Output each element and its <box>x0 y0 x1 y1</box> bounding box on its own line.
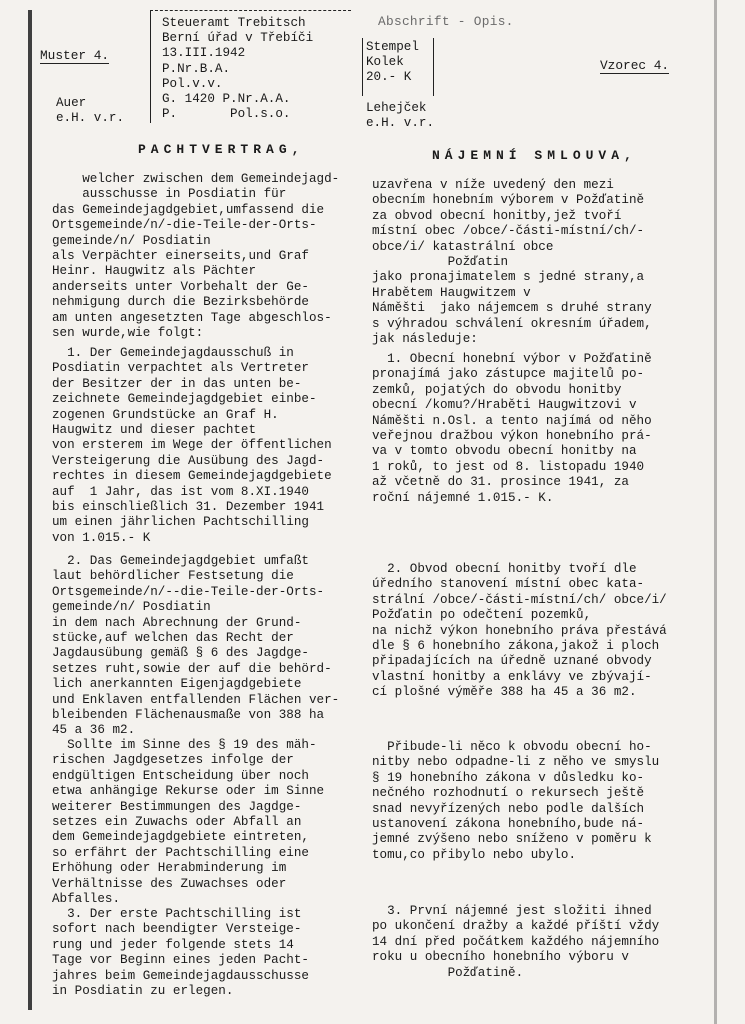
text-line: jemné zvýšeno nebo sníženo v poměru k <box>372 832 652 847</box>
text-line: welcher zwischen dem Gemeindejagd- <box>52 172 340 186</box>
text-line: in Posdiatin zu erlegen. <box>52 984 234 999</box>
text-line: Heinr. Haugwitz als Pächter <box>52 264 257 279</box>
text-line: ustanovení zákona honebního,bude ná- <box>372 817 645 832</box>
text-line: in dem nach Abrechnung der Grund- <box>52 615 302 630</box>
text-line: Náměšti jako nájemcem s druhé strany <box>372 301 652 316</box>
stamp-line: P.Nr.B.A. <box>162 61 231 76</box>
auer-line-1: Auer <box>56 96 87 110</box>
text-line: Ortsgemeinde/n/-die-Teile-der-Orts- <box>52 218 317 233</box>
stamp-line: G. 1420 P.Nr.A.A. <box>162 92 291 107</box>
text-line: Abfalles. <box>52 892 121 907</box>
text-line: Jagdausübung gemäß § 6 des Jagdge- <box>52 646 309 661</box>
text-line: 2. Obvod obecní honitby tvoří dle <box>372 562 637 576</box>
text-line: veřejnou dražbou výkon honebního prá- <box>372 429 652 444</box>
text-line: setzes ein Zuwachs oder Abfall an <box>52 815 302 830</box>
text-line: gemeinde/n/ Posdiatin <box>52 600 211 615</box>
text-line: pronajímá jako zástupce majitelů po- <box>372 367 645 382</box>
text-line: rung und jeder folgende stets 14 <box>52 937 294 952</box>
text-line: na nichž výkon honebního práva přestává <box>372 623 667 638</box>
left-paragraph-2 <box>52 554 370 739</box>
text-line: nehmigung durch die Bezirksbehörde <box>52 295 309 310</box>
text-line: 3. Der erste Pachtschilling ist <box>52 907 302 921</box>
stamp-line: P. Pol.s.o. <box>162 107 291 122</box>
text-line: vlastní honitby a enklávy ve zbývají- <box>372 669 652 684</box>
right-paragraph-2b <box>372 740 702 863</box>
najemni-smlouva-title: NÁJEMNÍ SMLOUVA, <box>432 148 637 163</box>
text-line: laut behördlicher Festsetung die <box>52 569 294 584</box>
text-line: zeichnete Gemeindejagdgebiet einbe- <box>52 392 317 407</box>
text-line: cí plošné výměře 388 ha 45 a 36 m2. <box>372 685 637 700</box>
left-binding-bar <box>28 10 32 1010</box>
text-line: 2. Das Gemeindejagdgebiet umfaßt <box>52 554 309 568</box>
text-line: weiterer Bestimmungen des Jagdge- <box>52 799 302 814</box>
left-intro <box>52 172 370 341</box>
text-line: po ukončení dražby a každé příští vždy <box>372 919 660 934</box>
text-line: nečného rozhodnutí o rekursech ještě <box>372 786 645 801</box>
muster-label: Muster 4. <box>40 48 110 63</box>
left-paragraph-3 <box>52 907 370 999</box>
text-line: až včetně do 31. prosince 1941, za <box>372 475 629 490</box>
text-line: Přibude-li něco k obvodu obecní ho- <box>372 740 652 754</box>
text-line: auf 1 Jahr, das ist vom 8.XI.1940 <box>52 484 309 499</box>
text-line: 1 roků, to jest od 8. listopadu 1940 <box>372 459 645 474</box>
right-paragraph-2 <box>372 562 702 701</box>
text-line: jako pronajimatelem s jedné strany,a <box>372 270 645 285</box>
right-paragraph-3 <box>372 904 702 981</box>
text-line: als Verpächter einerseits,und Graf <box>52 249 309 264</box>
text-line: Hrabětem Haugwitzem v <box>372 285 531 300</box>
text-line: endgültigen Entscheidung über noch <box>52 768 309 783</box>
text-line: sen wurde,wie folgt: <box>52 326 204 341</box>
text-line: 3. První nájemné jest složiti ihned <box>372 904 652 918</box>
text-line: Ortsgemeinde/n/--die-Teile-der-Orts- <box>52 584 325 599</box>
text-line: 1. Der Gemeindejagdausschuß in <box>52 346 294 360</box>
text-line: Erhöhung oder Herabminderung im <box>52 861 287 876</box>
text-line: bis einschließlich 31. Dezember 1941 <box>52 500 325 515</box>
text-line: roční nájemné 1.015.- K. <box>372 490 554 505</box>
stamp-line: Berní úřad v Třebíči <box>162 31 314 46</box>
stempel-line: Kolek <box>366 55 404 70</box>
text-line: Náměšti n.Osl. a tento najímá od něho <box>372 413 652 428</box>
left-paragraph-2b <box>52 738 370 907</box>
auer-line-2: e.H. v.r. <box>56 111 125 125</box>
text-line: der Besitzer der in das unten be- <box>52 376 302 391</box>
text-line: tomu,co přibylo nebo ubylo. <box>372 847 577 862</box>
text-line: zemků, pojatých do obvodu honitby <box>372 382 622 397</box>
stamp-line: Steueramt Trebitsch <box>162 16 306 30</box>
text-line: Sollte im Sinne des § 19 des mäh- <box>52 738 317 752</box>
text-line: sofort nach beendigter Versteige- <box>52 922 302 937</box>
text-line: jak následuje: <box>372 332 478 347</box>
stamp-line: Pol.v.v. <box>162 76 223 91</box>
text-line: připadajících na úředně uznané obvody <box>372 654 652 669</box>
right-intro <box>372 178 702 347</box>
lehe-line-2: e.H. v.r. <box>366 116 435 130</box>
text-line: rischen Jagdgesetzes infolge der <box>52 753 294 768</box>
pachtvertrag-title: PACHTVERTRAG, <box>138 142 305 157</box>
text-line: zogenen Grundstücke an Graf H. <box>52 407 279 422</box>
text-line: so erfährt der Pachtschilling eine <box>52 845 309 860</box>
stempel-line: 20.- K <box>366 70 412 85</box>
text-line: 45 a 36 m2. <box>52 723 136 738</box>
text-line: dem Gemeindejagdgebiete eintreten, <box>52 830 309 845</box>
text-line: § 19 honebního zákona v důsledku ko- <box>372 770 645 785</box>
text-line: Požďatině. <box>372 965 524 980</box>
text-line: snad nevyřízených nebo podle dalších <box>372 801 645 816</box>
left-paragraph-1 <box>52 346 370 546</box>
text-line: jahres beim Gemeindejagdausschusse <box>52 968 309 983</box>
text-line: roku u obecního honebního výboru v <box>372 950 629 965</box>
text-line: 14 dní před počátkem každého nájemního <box>372 934 660 949</box>
text-line: Požďatin po odečtení pozemků, <box>372 608 592 623</box>
text-line: dle § 6 honebního zákona,jakož i ploch <box>372 639 660 654</box>
text-line: stücke,auf welchen das Recht der <box>52 631 294 646</box>
auer-signature <box>56 96 124 126</box>
text-line: von 1.015.- K <box>52 530 151 545</box>
text-line: lich anerkannten Eigenjagdgebiete <box>52 677 302 692</box>
text-line: Posdiatin verpachtet als Vertreter <box>52 361 309 376</box>
text-line: va v tomto obvodu obecní honitby na <box>372 444 637 459</box>
text-line: uzavřena v níže uvedený den mezi <box>372 178 614 192</box>
text-line: s výhradou schválení okresním úřadem, <box>372 316 652 331</box>
text-line: von ersterem im Wege der öffentlichen <box>52 438 332 453</box>
text-line: setzes ruht,sowie der auf die behörd- <box>52 661 332 676</box>
lehejcek-signature <box>366 101 434 131</box>
stamp-line: 13.III.1942 <box>162 46 246 61</box>
text-line: Tage vor Beginn eines jeden Pacht- <box>52 953 309 968</box>
text-line: Versteigerung die Ausübung des Jagd- <box>52 453 325 468</box>
text-line: obce/i/ katastrální obce <box>372 239 554 254</box>
text-line: Verhältnisse des Zuwachses oder <box>52 876 287 891</box>
vzorec-label: Vzorec 4. <box>600 58 670 73</box>
text-line: místní obec /obce/-části-místní/ch/- <box>372 224 645 239</box>
text-line: und Enklaven entfallenden Flächen ver- <box>52 692 340 707</box>
text-line: nitby nebo odpadne-li z něho ve smyslu <box>372 755 660 770</box>
text-line: za obvod obecní honitby,jež tvoří <box>372 208 622 223</box>
right-edge-line <box>714 0 717 1024</box>
abschrift-label: Abschrift - Opis. <box>378 14 514 29</box>
text-line: bleibenden Flächenausmaße von 388 ha <box>52 708 325 723</box>
text-line: úředního stanovení místní obec kata- <box>372 577 645 592</box>
text-line: obecním honebním výborem v Požďatině <box>372 193 645 208</box>
text-line: gemeinde/n/ Posdiatin <box>52 233 211 248</box>
text-line: am unten angesetzten Tage abgeschlos- <box>52 310 332 325</box>
text-line: strální /obce/-části-místní/ch/ obce/i/ <box>372 592 667 607</box>
text-line: rechtes in diesem Gemeindejagdgebiete <box>52 469 332 484</box>
lehe-line-1: Lehejček <box>366 101 427 115</box>
tax-office-stamp <box>162 16 313 122</box>
text-line: ausschusse in Posdiatin für <box>52 187 287 202</box>
stempel-text <box>366 40 419 86</box>
stempel-line: Stempel <box>366 40 419 54</box>
text-line: Požďatin <box>372 255 509 270</box>
text-line: obecní /komu?/Hraběti Haugwitzovi v <box>372 398 637 413</box>
text-line: anderseits unter Vorbehalt der Ge- <box>52 279 309 294</box>
text-line: 1. Obecní honební výbor v Požďatině <box>372 352 652 366</box>
text-line: etwa anhängige Rekurse oder im Sinne <box>52 784 325 799</box>
text-line: das Gemeindejagdgebiet,umfassend die <box>52 202 325 217</box>
text-line: um einen jährlichen Pachtschilling <box>52 515 309 530</box>
text-line: Haugwitz und dieser pachtet <box>52 423 257 438</box>
right-paragraph-1 <box>372 352 702 506</box>
